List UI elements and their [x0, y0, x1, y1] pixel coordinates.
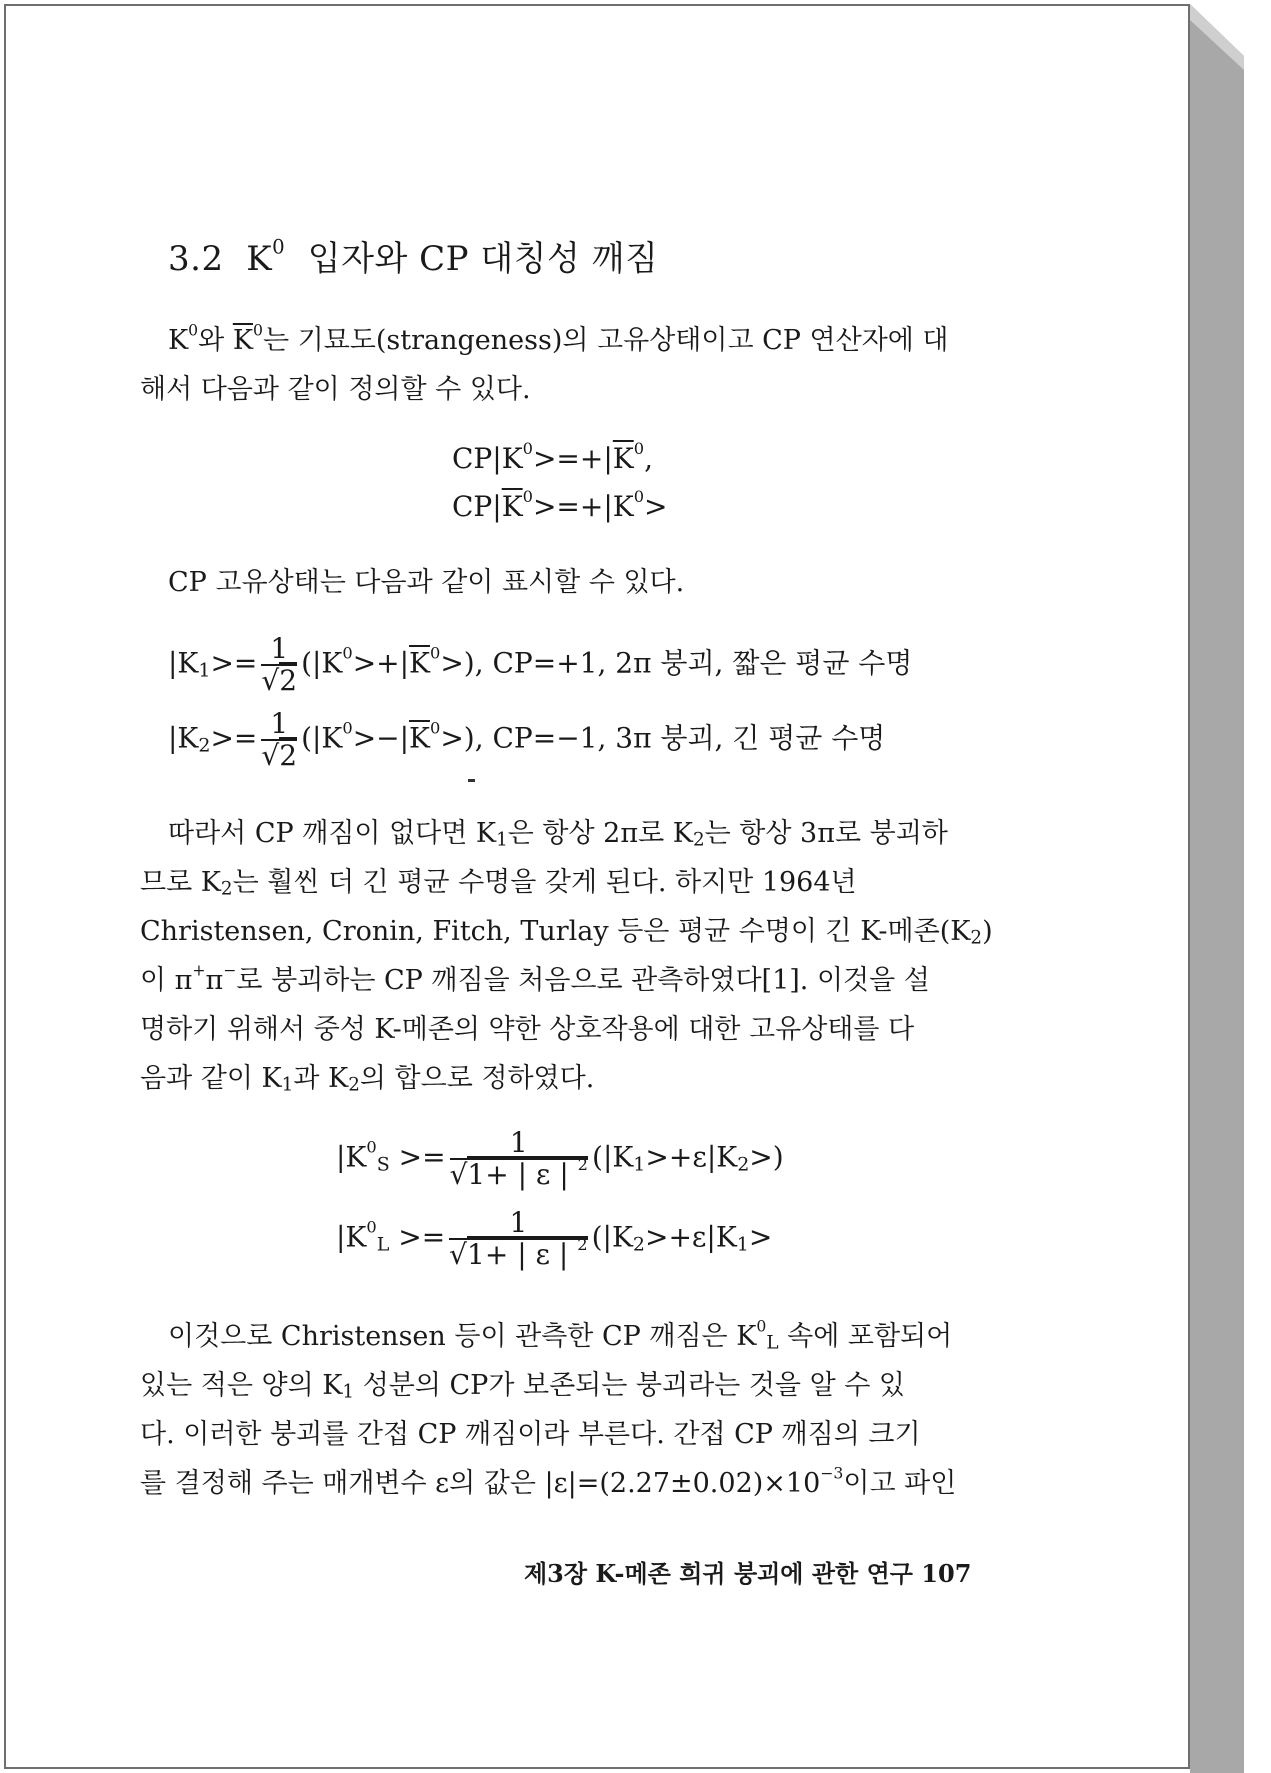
ks-definition: $|K^0_S$ >= $\frac{1}{√1+ | \varepsilon | ^2}$ $(|K_1>+\varepsilon|K_2>)$ [336, 1126, 784, 1191]
paragraph-1-line-2: 해서 다음과 같이 정의할 수 있다. [140, 374, 531, 405]
section-heading: 3.2 $K^0$ 입자와 CP 대칭성 깨짐 [168, 235, 659, 279]
paragraph-3-line-2: 므로 $K_2$는 훨씬 더 긴 평균 수명을 갖게 된다. 하지만 1964년 [140, 867, 857, 900]
cp-equation-1: $CP|K^0>=+|\overline{K}^0$, [452, 439, 653, 475]
paragraph-4-line-1: 이것으로 Christensen 등이 관측한 CP 깨짐은 $K^0_L$ 속에 포함되어 [168, 1316, 953, 1354]
paragraph-4-line-4: 를 결정해 주는 매개변수 ε의 값은 $|\varepsilon|=(2.27\pm 0.02)\times 10^{-3}$이고 파인 [140, 1463, 957, 1499]
paragraph-3-line-6: 음과 같이 $K_1$과 $K_2$의 합으로 정하였다. [140, 1063, 595, 1096]
fraction: $\frac{1}{√1+ | \varepsilon | ^2}$ [449, 1126, 589, 1191]
paragraph-3-line-5: 명하기 위해서 중성 K-메존의 약한 상호작용에 대한 고유상태를 다 [140, 1014, 915, 1045]
paragraph-3-line-3: Christensen, Cronin, Fitch, Turlay 등은 평균 수명이 긴 K-메존$(K_2)$ [140, 916, 993, 949]
paragraph-4-line-3: 다. 이러한 붕괴를 간접 CP 깨짐이라 부른다. 간접 CP 깨짐의 크기 [140, 1419, 921, 1450]
fraction: $\frac{1}{√1+ | \varepsilon | ^2}$ [449, 1206, 588, 1271]
page-footer: 제3장 K-메존 희귀 붕괴에 관한 연구 107 [524, 1559, 972, 1588]
paragraph-1-line-1: $K^0$와 $\overline{K}^0$는 기묘도(strangeness)의 고유상태이고 CP 연산자에 대 [168, 320, 949, 356]
k1-definition: $|K_1>=$ $\frac{1}{√2}$ $(|K^0>+|\overline{K}^0>)$, CP=+1, 2π 붕괴, 짧은 평균 수명 [168, 632, 913, 697]
stray-mark [468, 779, 475, 782]
kl-definition: $|K^0_L$ >= $\frac{1}{√1+ | \varepsilon | ^2}$ ($|K_2>+\varepsilon|K_1>$ [336, 1206, 773, 1271]
paragraph-2: CP 고유상태는 다음과 같이 표시할 수 있다. [168, 567, 685, 598]
cp-equation-2: $CP|\overline{K}^0>=+|K^0>$ [452, 487, 668, 523]
paragraph-4-line-2: 있는 적은 양의 $K_1$ 성분의 CP가 보존되는 붕괴라는 것을 알 수 있 [140, 1370, 905, 1403]
book-page [4, 4, 1190, 1769]
fraction: $\frac{1}{√2}$ [261, 707, 298, 772]
paragraph-3-line-1: 따라서 CP 깨짐이 없다면 $K_1$은 항상 2π로 $K_2$는 항상 3π로 붕괴하 [168, 818, 948, 851]
paragraph-3-line-4: 이 π+π−로 붕괴하는 CP 깨짐을 처음으로 관측하였다[1]. 이것을 설 [140, 960, 930, 996]
fraction: $\frac{1}{√2}$ [261, 632, 298, 697]
k2-definition: $|K_2>=$ $\frac{1}{√2}$ $(|K^0>-|\overline{K}^0>)$, CP=−1, 3π 붕괴, 긴 평균 수명 [168, 707, 886, 772]
